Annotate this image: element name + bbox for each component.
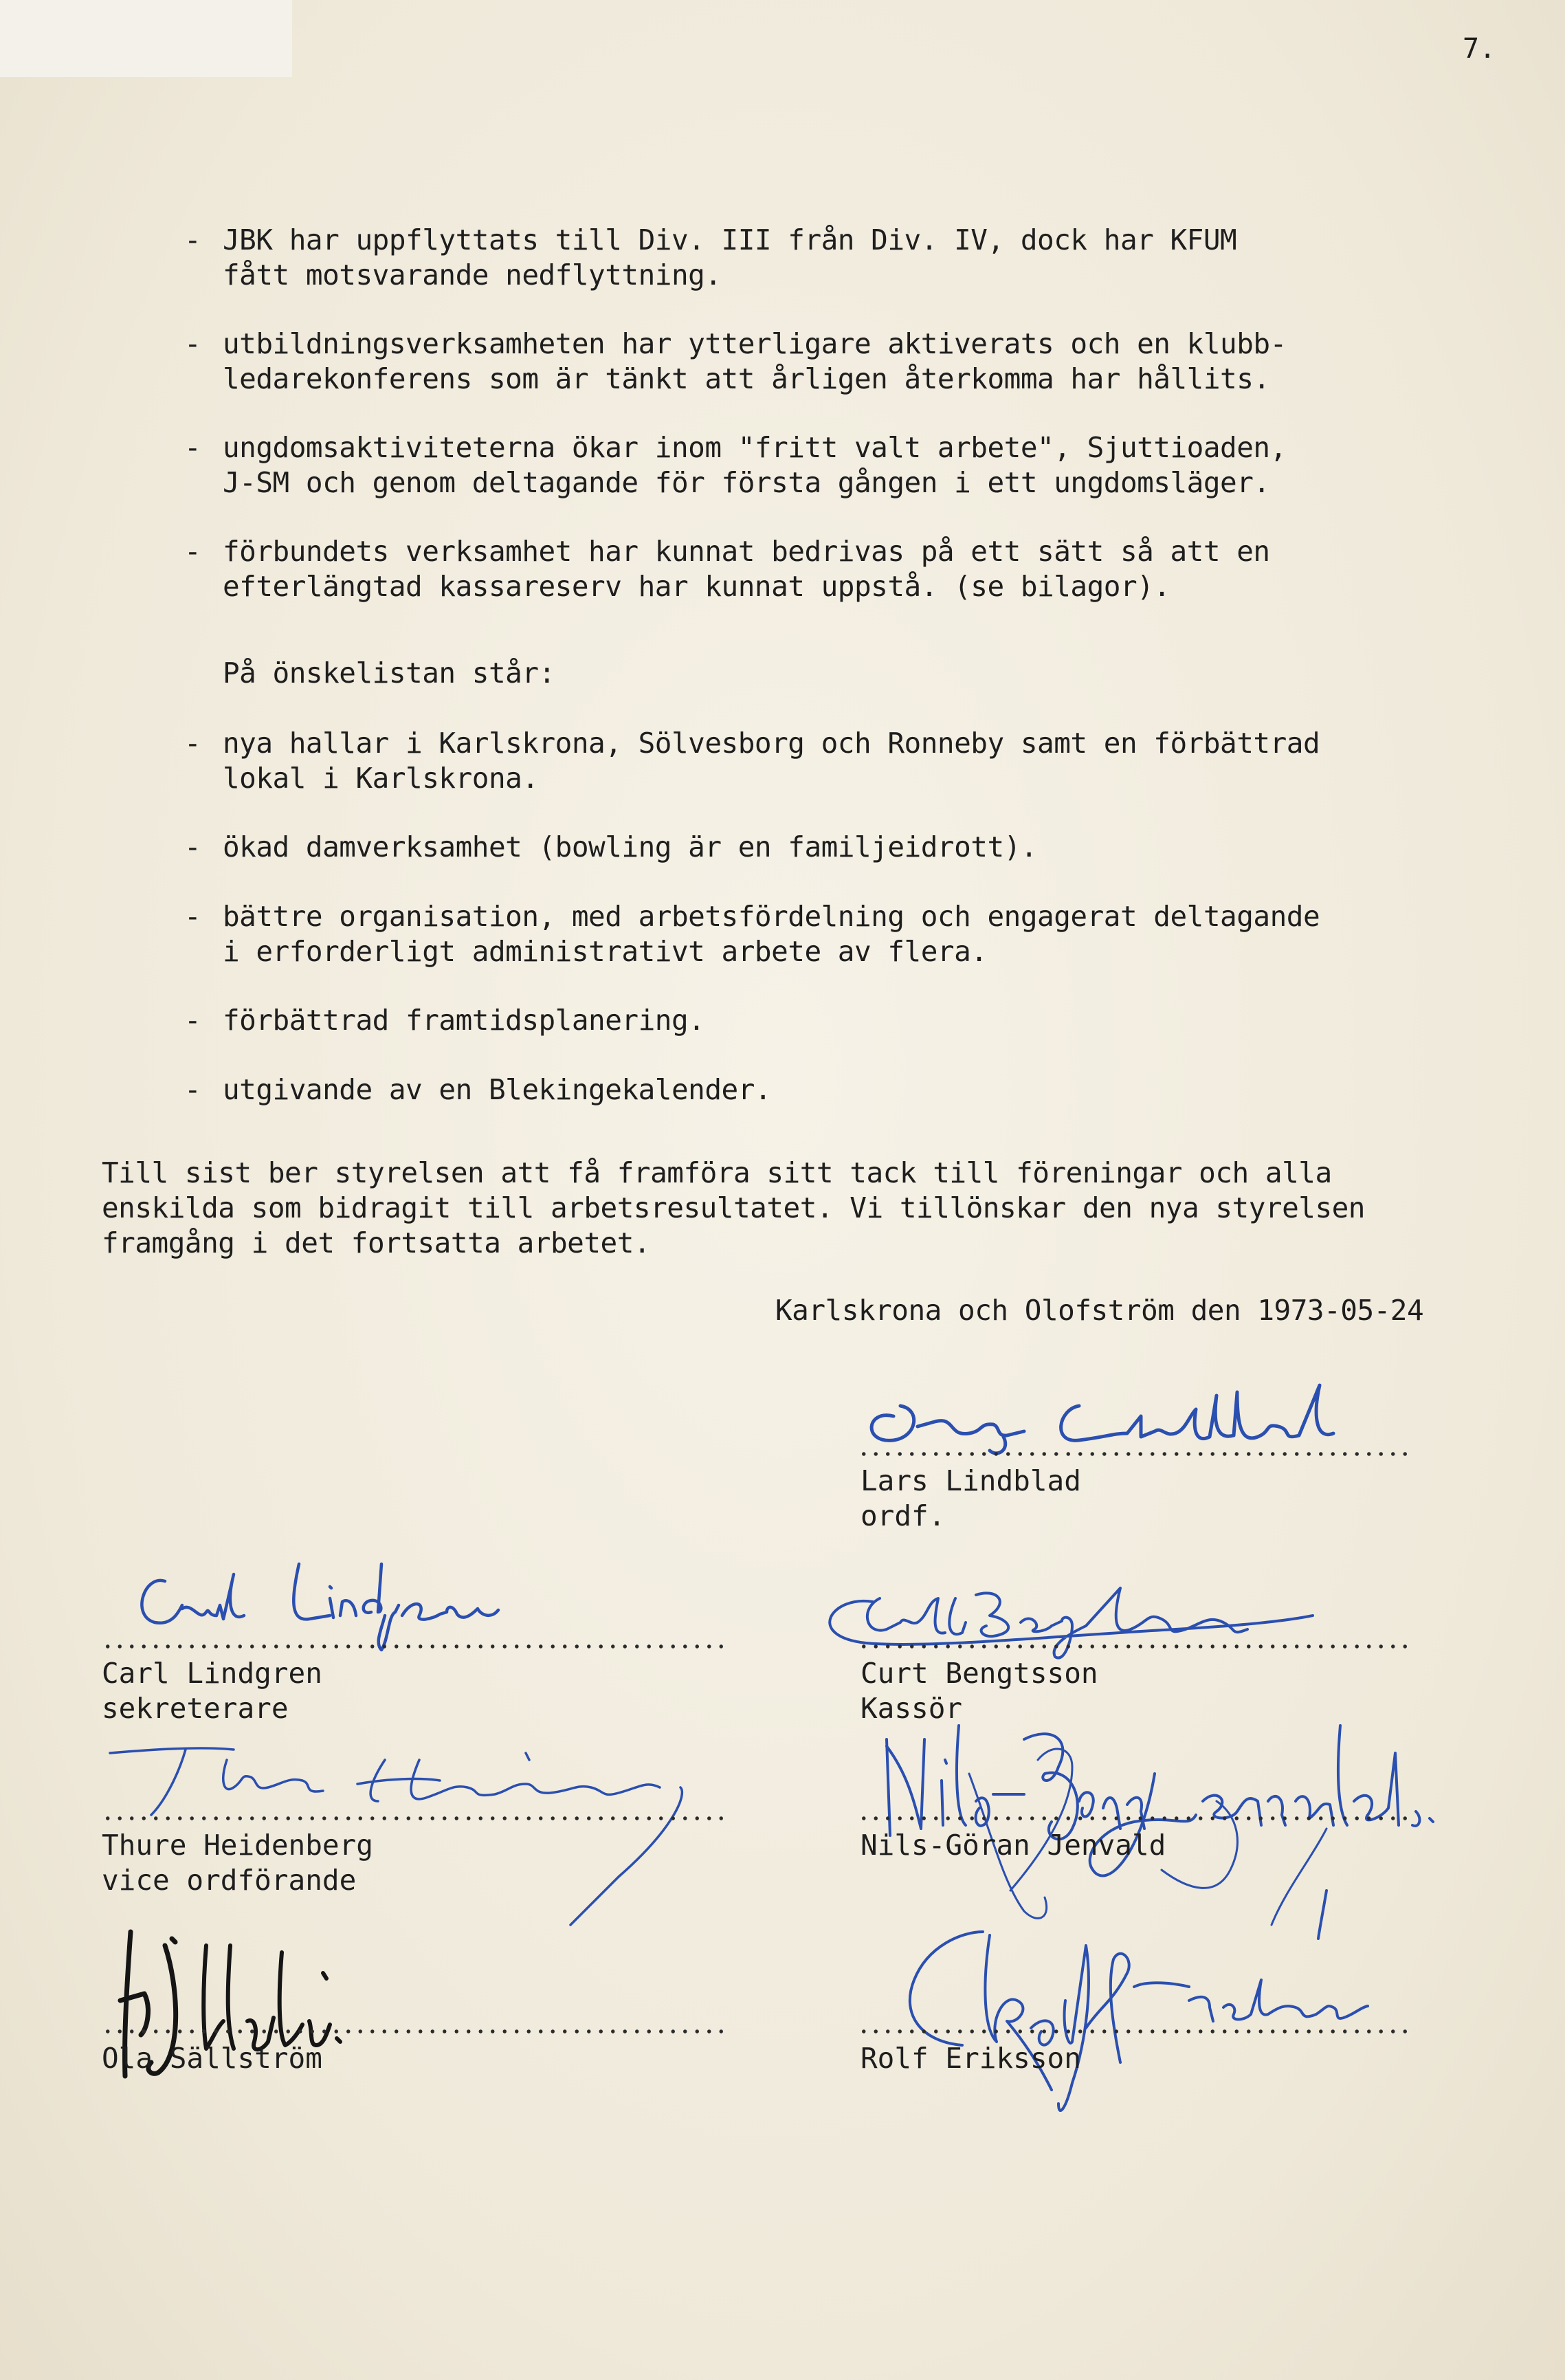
text-line: nya hallar i Karlskrona, Sölvesborg och Ronneby samt en förbättrad <box>223 727 1320 760</box>
signatory-name: Ola Sällström <box>102 2042 322 2075</box>
bullet-dash: - <box>184 1004 201 1037</box>
text-line: ledarekonferens som är tänkt att årligen återkomma har hållits. <box>223 362 1270 395</box>
signature-line <box>102 1815 724 1822</box>
bullet-dash: - <box>184 830 201 863</box>
text-line: bättre organisation, med arbetsfördelning och engagerat deltagande <box>223 900 1320 933</box>
signature-line <box>858 2028 1414 2035</box>
page-number: 7. <box>1463 33 1496 65</box>
bullet-dash: - <box>184 1073 201 1106</box>
signature-line <box>858 1815 1414 1822</box>
place-date: Karlskrona och Olofström den 1973-05-24 <box>775 1294 1424 1327</box>
handwritten-signature <box>852 1368 1388 1464</box>
signatory-name: Curt Bengtsson <box>861 1657 1098 1690</box>
signature-line <box>102 1643 724 1650</box>
text-line: framgång i det fortsatta arbetet. <box>102 1226 651 1259</box>
text-line: ungdomsaktiviteterna ökar inom "fritt valt arbete", Sjuttioaden, <box>223 431 1287 464</box>
handwritten-signature <box>887 1904 1381 2124</box>
signatory-role: ordf. <box>861 1499 946 1532</box>
signatory-role: Kassör <box>861 1692 963 1725</box>
text-line: J-SM och genom deltagande för första gången i ett ungdomsläger. <box>223 466 1270 499</box>
wishlist-heading: På önskelistan står: <box>223 657 555 690</box>
text-line: ökad damverksamhet (bowling är en familjeidrott). <box>223 830 1038 863</box>
text-line: efterlängtad kassareserv har kunnat uppstå. (se bilagor). <box>223 570 1170 603</box>
text-line: fått motsvarande nedflyttning. <box>223 258 722 291</box>
signature-line <box>858 1643 1414 1650</box>
signature-line <box>102 2028 724 2035</box>
signatory-name: Thure Heidenberg <box>102 1829 373 1862</box>
text-line: utbildningsverksamheten har ytterligare aktiverats och en klubb- <box>223 327 1287 360</box>
signatory-name: Lars Lindblad <box>861 1464 1081 1497</box>
text-line: förbundets verksamhet har kunnat bedrivas på ett sätt så att en <box>223 535 1270 568</box>
bullet-dash: - <box>184 535 201 568</box>
text-line: JBK har uppflyttats till Div. III från Div. IV, dock har KFUM <box>223 223 1237 256</box>
text-line: enskilda som bidragit till arbetsresultatet. Vi tillönskar den nya styrelsen <box>102 1191 1365 1224</box>
bullet-dash: - <box>184 431 201 464</box>
signatory-name: Nils-Göran Jenvald <box>861 1829 1166 1862</box>
signature-line <box>858 1451 1414 1457</box>
signatory-role: sekreterare <box>102 1692 289 1725</box>
bullet-dash: - <box>184 727 201 760</box>
bullet-dash: - <box>184 223 201 256</box>
text-line: förbättrad framtidsplanering. <box>223 1004 705 1037</box>
bullet-dash: - <box>184 900 201 933</box>
text-line: i erforderligt administrativt arbete av flera. <box>223 935 988 968</box>
tape-strip <box>0 0 292 77</box>
text-line: utgivande av en Blekingekalender. <box>223 1073 772 1106</box>
signatory-name: Carl Lindgren <box>102 1657 322 1690</box>
text-line: lokal i Karlskrona. <box>223 762 539 795</box>
bullet-dash: - <box>184 327 201 360</box>
text-line: Till sist ber styrelsen att få framföra sitt tack till föreningar och alla <box>102 1156 1332 1189</box>
signatory-name: Rolf Eriksson <box>861 2042 1081 2075</box>
signatory-role: vice ordförande <box>102 1864 357 1897</box>
